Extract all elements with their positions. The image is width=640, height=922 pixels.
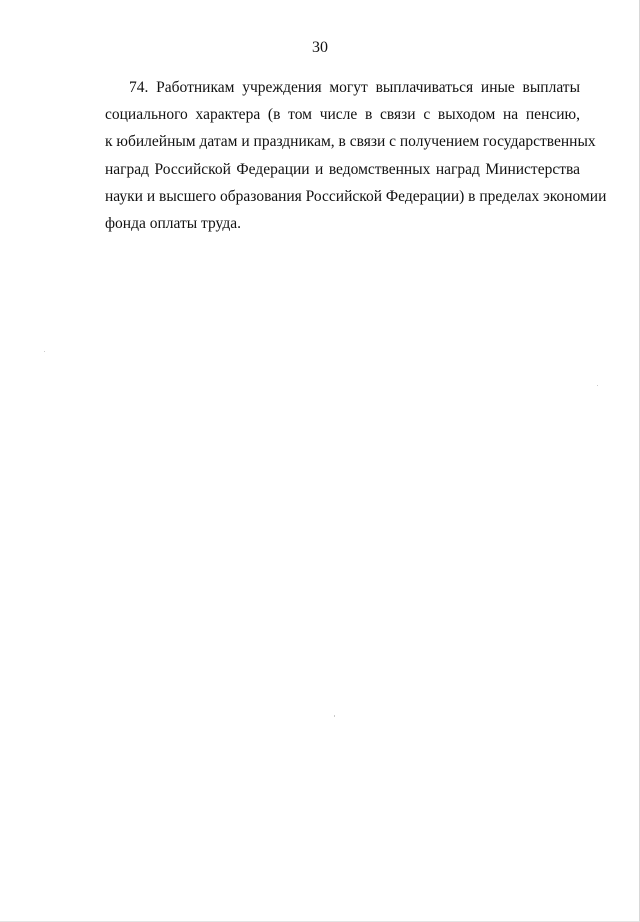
- paragraph-line: фонда оплаты труда.: [105, 214, 241, 232]
- scan-speck: [597, 385, 598, 386]
- paragraph-line: науки и высшего образования Российской Федерации) в пределах экономии: [105, 187, 607, 205]
- paragraph-line: к юбилейным датам и праздникам, в связи с получением государственных: [105, 133, 596, 151]
- body-paragraph: [105, 74, 607, 237]
- paragraph-line: наград Российской Федерации и ведомственных наград Министерства: [105, 160, 580, 178]
- paragraph-line: социального характера (в том числе в связи с выходом на пенсию,: [105, 106, 580, 124]
- scan-speck: [44, 351, 45, 352]
- scan-speck: [334, 715, 335, 717]
- paragraph-line: 74. Работникам учреждения могут выплачиваться иные выплаты: [129, 79, 580, 96]
- page-number: 30: [312, 39, 328, 56]
